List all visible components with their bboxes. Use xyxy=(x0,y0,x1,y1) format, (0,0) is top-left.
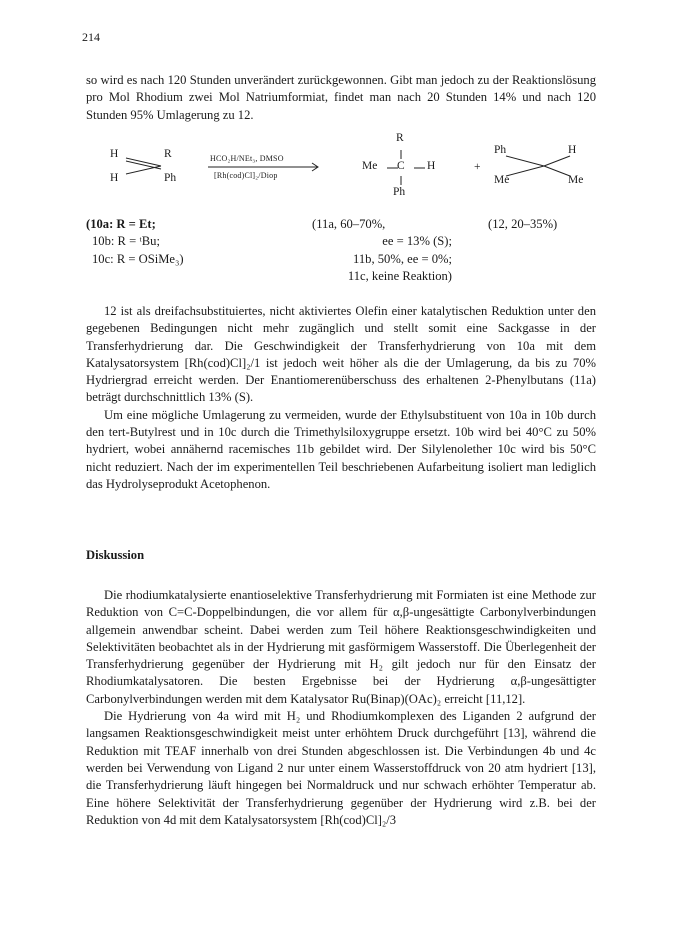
label-11b: 11b, 50%, ee = 0%; xyxy=(353,251,452,266)
labels-right xyxy=(488,216,557,233)
product-a-ph: Ph xyxy=(393,186,406,198)
label-10c: 10c: R = OSiMe₃) xyxy=(92,251,184,266)
reagent-top: HCO₂H/NEt₃, DMSO xyxy=(210,154,284,163)
label-11c: 11c, keine Reaktion) xyxy=(347,268,452,283)
labels-mid xyxy=(312,216,452,285)
reactant-h-top: H xyxy=(110,148,119,160)
product-a-h: H xyxy=(427,160,436,172)
product-a-c: C xyxy=(397,160,405,172)
label-11a-ee: ee = 13% (S); xyxy=(382,234,452,249)
product-b-h: H xyxy=(568,144,577,156)
label-12: (12, 20–35%) xyxy=(488,217,558,231)
product-b-me-left: Me xyxy=(494,174,510,186)
product-b-ph: Ph xyxy=(494,144,507,156)
reactant-r: R xyxy=(164,148,172,160)
product-b-me-right: Me xyxy=(568,174,584,186)
label-11a: (11a, 60–70%, xyxy=(312,217,386,231)
plus-sign: + xyxy=(474,161,481,173)
paragraph-4-text: Die rhodiumkatalysierte enantioselektive Transferhydrierung mit Formiaten ist eine Methode zur Reduktion von C=C-Doppelbindungen, die vor allem für α,β-ungesättigte Carbonylverbindungen allgemein anwendbar scheint. Dabei werden zum Teil höhere Reaktionsgeschwindigkeiten und Selektivitäten beobachtet als in der Hydrierung mit gasförmigem Wasserstoff. Die Überlegenheit der Transferhydrierung gegenüber der Hydrierung mit H₂ gilt jedoch nur für den Einsatz der Rhodiumkatalysatoren. Die besten Ergebnisse bei der Hydrierung α,β-ungesättigter Carbonylverbindungen werden mit dem Katalysator Ru(Binap)(OAc)₂ erreicht [11,12]. xyxy=(86,588,596,706)
paragraph-discussion xyxy=(86,587,596,829)
label-10a: (10a: R = Et; xyxy=(86,217,156,231)
label-10b: 10b: R = ᵗBu; xyxy=(92,234,160,249)
product-a-r: R xyxy=(396,132,404,144)
paragraph-intro xyxy=(86,72,596,124)
paragraph-5-text: Die Hydrierung von 4a wird mit H₂ und Rhodiumkomplexen des Liganden 2 aufgrund der langsamen Reaktionsgeschwindigkeit meist unter erhöhtem Druck durchgeführt [13], während die Reduktion mit TEAF innerhalb von drei Stunden abgeschlossen ist. Die Verbindungen 4b und 4c werden bei Verwendung von Ligand 2 nur unter einem Wasserstoffdruck von 20 atm hydriert [13], die Transferhydrierung läuft hingegen bei Normaldruck und nur schwach erhöhter Temperatur ab. Eine höhere Selektivität der Transferhydrierung gegenüber der Hydrierung wird z.B. bei der Reduktion von 4d mit dem Katalysatorsystem [Rh(cod)Cl]₂/3 xyxy=(86,709,596,827)
paragraph-intro-text: so wird es nach 120 Stunden unverändert zurückgewonnen. Gibt man jedoch zu der Reaktionslösung pro Mol Rhodium zwei Mol Natriumformiat, findet man nach 20 Stunden 14% und nach 120 Stunden 95% Umlagerung zu 12. xyxy=(86,73,596,122)
paragraph-3-text: Um eine mögliche Umlagerung zu vermeiden, wurde der Ethylsubstituent von 10a in 10b durch den tert-Butylrest und in 10c durch die Trimethylsiloxygruppe ersetzt. 10b wird bei 40°C zu 50% hydriert, wobei annähernd racemisches 11b gebildet wird. Der Silylenolether 10c wird bis 50°C nicht reduziert. Nach der im experimentellen Teil beschriebenen Aufarbeitung isoliert man lediglich das Hydrolyseprodukt Acetophenon. xyxy=(86,407,596,491)
page-number: 214 xyxy=(82,30,100,44)
reactant-h-bottom: H xyxy=(110,172,119,184)
paragraph-2-text: 12 ist als dreifachsubstituiertes, nicht aktiviertes Olefin einer katalytischen Reduktion unter den gegebenen Bedingungen nicht mehr zugänglich und stellt somit eine Sackgasse in der Transferhydrierung dar. Die Geschwindigkeit der Transferhydrierung von 10a mit dem Katalysatorsystem [Rh(cod)Cl]₂/1 ist jedoch weit höher als die der Umlagerung, da bis zu 70% Hydriergrad erreicht werden. Der Enantiomerenüberschuss des erhaltenen 2-Phenylbutans (11a) beträgt durchschnittlich 13% (S). xyxy=(86,304,596,405)
reagent-bottom: [Rh(cod)Cl]₂/Diop xyxy=(214,171,278,180)
product-a-me: Me xyxy=(362,160,378,172)
labels-left xyxy=(86,216,184,268)
section-heading: Diskussion xyxy=(86,548,145,562)
reaction-bonds xyxy=(86,128,596,208)
reactant-ph: Ph xyxy=(164,172,177,184)
reaction-scheme xyxy=(86,128,596,298)
paragraph-2 xyxy=(86,303,596,493)
